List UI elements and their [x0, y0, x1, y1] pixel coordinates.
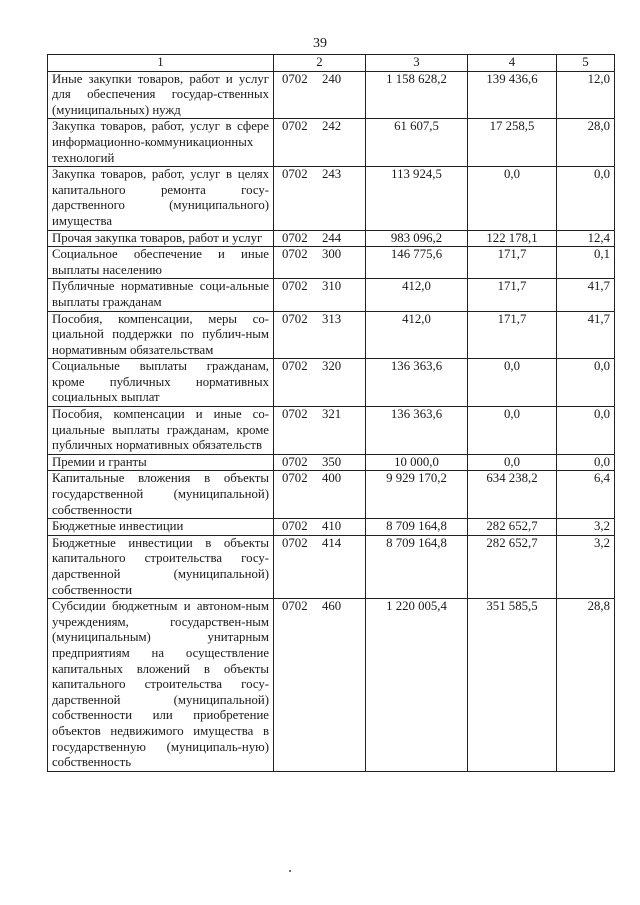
- table-row: [48, 359, 615, 407]
- row-expense-type: 243: [322, 167, 342, 182]
- row-section-code: 0702: [282, 71, 308, 86]
- row-expense-type: 313: [322, 311, 342, 326]
- row-percent: 3,2: [557, 535, 615, 598]
- row-percent: 3,2: [557, 519, 615, 536]
- row-section-code: 0702: [282, 454, 308, 469]
- row-plan-value: 412,0: [366, 279, 468, 311]
- row-actual-value: 282 652,7: [468, 535, 557, 598]
- row-actual-value: 17 258,5: [468, 119, 557, 167]
- row-code: [274, 119, 366, 167]
- row-code: [274, 230, 366, 247]
- row-name: Прочая закупка товаров, работ и услуг: [48, 230, 274, 247]
- row-name: Закупка товаров, работ, услуг в целях капитального ремонта госу-дарственного (муниципального) имущества: [48, 167, 274, 230]
- row-plan-value: 983 096,2: [366, 230, 468, 247]
- row-name: Иные закупки товаров, работ и услуг для обеспечения государ-ственных (муниципальных) нужд: [48, 71, 274, 119]
- row-expense-type: 400: [322, 471, 342, 486]
- row-expense-type: 320: [322, 359, 342, 374]
- row-code: [274, 454, 366, 471]
- table-row: [48, 599, 615, 772]
- row-plan-value: 9 929 170,2: [366, 471, 468, 519]
- row-actual-value: 171,7: [468, 247, 557, 279]
- row-plan-value: 8 709 164,8: [366, 535, 468, 598]
- row-percent: 0,0: [557, 359, 615, 407]
- table-row: [48, 535, 615, 598]
- row-actual-value: 139 436,6: [468, 71, 557, 119]
- row-name: Социальное обеспечение и иные выплаты населению: [48, 247, 274, 279]
- row-actual-value: 0,0: [468, 167, 557, 230]
- row-expense-type: 242: [322, 119, 342, 134]
- row-section-code: 0702: [282, 407, 308, 422]
- row-plan-value: 136 363,6: [366, 407, 468, 455]
- row-name: Пособия, компенсации, меры со-циальной поддержки по публич-ным нормативным обязательствам: [48, 311, 274, 359]
- row-actual-value: 0,0: [468, 359, 557, 407]
- table-row: [48, 119, 615, 167]
- row-section-code: 0702: [282, 519, 308, 534]
- row-section-code: 0702: [282, 230, 308, 245]
- row-expense-type: 244: [322, 230, 342, 245]
- row-name: Закупка товаров, работ, услуг в сфере информационно-коммуникационных технологий: [48, 119, 274, 167]
- row-code: [274, 71, 366, 119]
- row-plan-value: 8 709 164,8: [366, 519, 468, 536]
- row-actual-value: 351 585,5: [468, 599, 557, 772]
- row-section-code: 0702: [282, 119, 308, 134]
- row-code: [274, 599, 366, 772]
- scan-speck: [289, 870, 291, 872]
- row-expense-type: 300: [322, 247, 342, 262]
- row-expense-type: 460: [322, 599, 342, 614]
- row-plan-value: 1 158 628,2: [366, 71, 468, 119]
- table-row: [48, 279, 615, 311]
- table-row: [48, 471, 615, 519]
- row-name: Социальные выплаты гражданам, кроме публичных нормативных социальных выплат: [48, 359, 274, 407]
- row-percent: 41,7: [557, 279, 615, 311]
- row-actual-value: 634 238,2: [468, 471, 557, 519]
- row-name: Субсидии бюджетным и автоном-ным учреждениям, государствен-ным (муниципальным) унитарным предприятиям на осуществление капитальных вложений в объекты капитального строительства госу-дарственной (муниципальной) собственности или приобретение объектов недвижимого имущества в государственную (муниципаль-ную) собственность: [48, 599, 274, 772]
- row-name: Публичные нормативные соци-альные выплаты гражданам: [48, 279, 274, 311]
- row-section-code: 0702: [282, 471, 308, 486]
- row-name: Бюджетные инвестиции: [48, 519, 274, 536]
- table-row: [48, 230, 615, 247]
- table-row: [48, 167, 615, 230]
- table-row: [48, 311, 615, 359]
- row-name: Премии и гранты: [48, 454, 274, 471]
- row-code: [274, 519, 366, 536]
- row-plan-value: 136 363,6: [366, 359, 468, 407]
- header-col-1: 1: [48, 55, 274, 72]
- row-plan-value: 1 220 005,4: [366, 599, 468, 772]
- row-name: Бюджетные инвестиции в объекты капитального строительства госу-дарственной (муниципальной) собственности: [48, 535, 274, 598]
- row-code: [274, 407, 366, 455]
- table-row: [48, 247, 615, 279]
- header-col-5: 5: [557, 55, 615, 72]
- table-row: [48, 519, 615, 536]
- row-expense-type: 240: [322, 71, 342, 86]
- row-expense-type: 310: [322, 279, 342, 294]
- row-percent: 0,0: [557, 407, 615, 455]
- row-code: [274, 471, 366, 519]
- row-code: [274, 279, 366, 311]
- row-name: Капитальные вложения в объекты государственной (муниципальной) собственности: [48, 471, 274, 519]
- row-section-code: 0702: [282, 359, 308, 374]
- row-section-code: 0702: [282, 311, 308, 326]
- row-percent: 0,0: [557, 167, 615, 230]
- row-percent: 12,4: [557, 230, 615, 247]
- row-percent: 0,0: [557, 454, 615, 471]
- row-name: Пособия, компенсации и иные со-циальные выплаты гражданам, кроме публичных нормативных обязательств: [48, 407, 274, 455]
- row-section-code: 0702: [282, 167, 308, 182]
- row-actual-value: 282 652,7: [468, 519, 557, 536]
- header-col-3: 3: [366, 55, 468, 72]
- row-section-code: 0702: [282, 279, 308, 294]
- row-code: [274, 535, 366, 598]
- header-col-2: 2: [274, 55, 366, 72]
- row-section-code: 0702: [282, 247, 308, 262]
- row-expense-type: 414: [322, 535, 342, 550]
- row-actual-value: 171,7: [468, 279, 557, 311]
- row-code: [274, 167, 366, 230]
- row-code: [274, 311, 366, 359]
- row-plan-value: 10 000,0: [366, 454, 468, 471]
- table-row: [48, 454, 615, 471]
- row-plan-value: 113 924,5: [366, 167, 468, 230]
- row-plan-value: 61 607,5: [366, 119, 468, 167]
- row-expense-type: 350: [322, 454, 342, 469]
- table-row: [48, 71, 615, 119]
- page-number: 39: [313, 36, 327, 51]
- row-section-code: 0702: [282, 599, 308, 614]
- row-percent: 41,7: [557, 311, 615, 359]
- row-actual-value: 171,7: [468, 311, 557, 359]
- row-section-code: 0702: [282, 535, 308, 550]
- row-code: [274, 247, 366, 279]
- row-expense-type: 410: [322, 519, 342, 534]
- row-percent: 0,1: [557, 247, 615, 279]
- row-plan-value: 146 775,6: [366, 247, 468, 279]
- row-plan-value: 412,0: [366, 311, 468, 359]
- row-percent: 28,0: [557, 119, 615, 167]
- header-col-4: 4: [468, 55, 557, 72]
- row-code: [274, 359, 366, 407]
- row-actual-value: 0,0: [468, 454, 557, 471]
- budget-table: [47, 54, 615, 772]
- table-row: [48, 407, 615, 455]
- row-actual-value: 0,0: [468, 407, 557, 455]
- row-actual-value: 122 178,1: [468, 230, 557, 247]
- row-percent: 12,0: [557, 71, 615, 119]
- header-row: [48, 55, 615, 72]
- row-expense-type: 321: [322, 407, 342, 422]
- row-percent: 6,4: [557, 471, 615, 519]
- row-percent: 28,8: [557, 599, 615, 772]
